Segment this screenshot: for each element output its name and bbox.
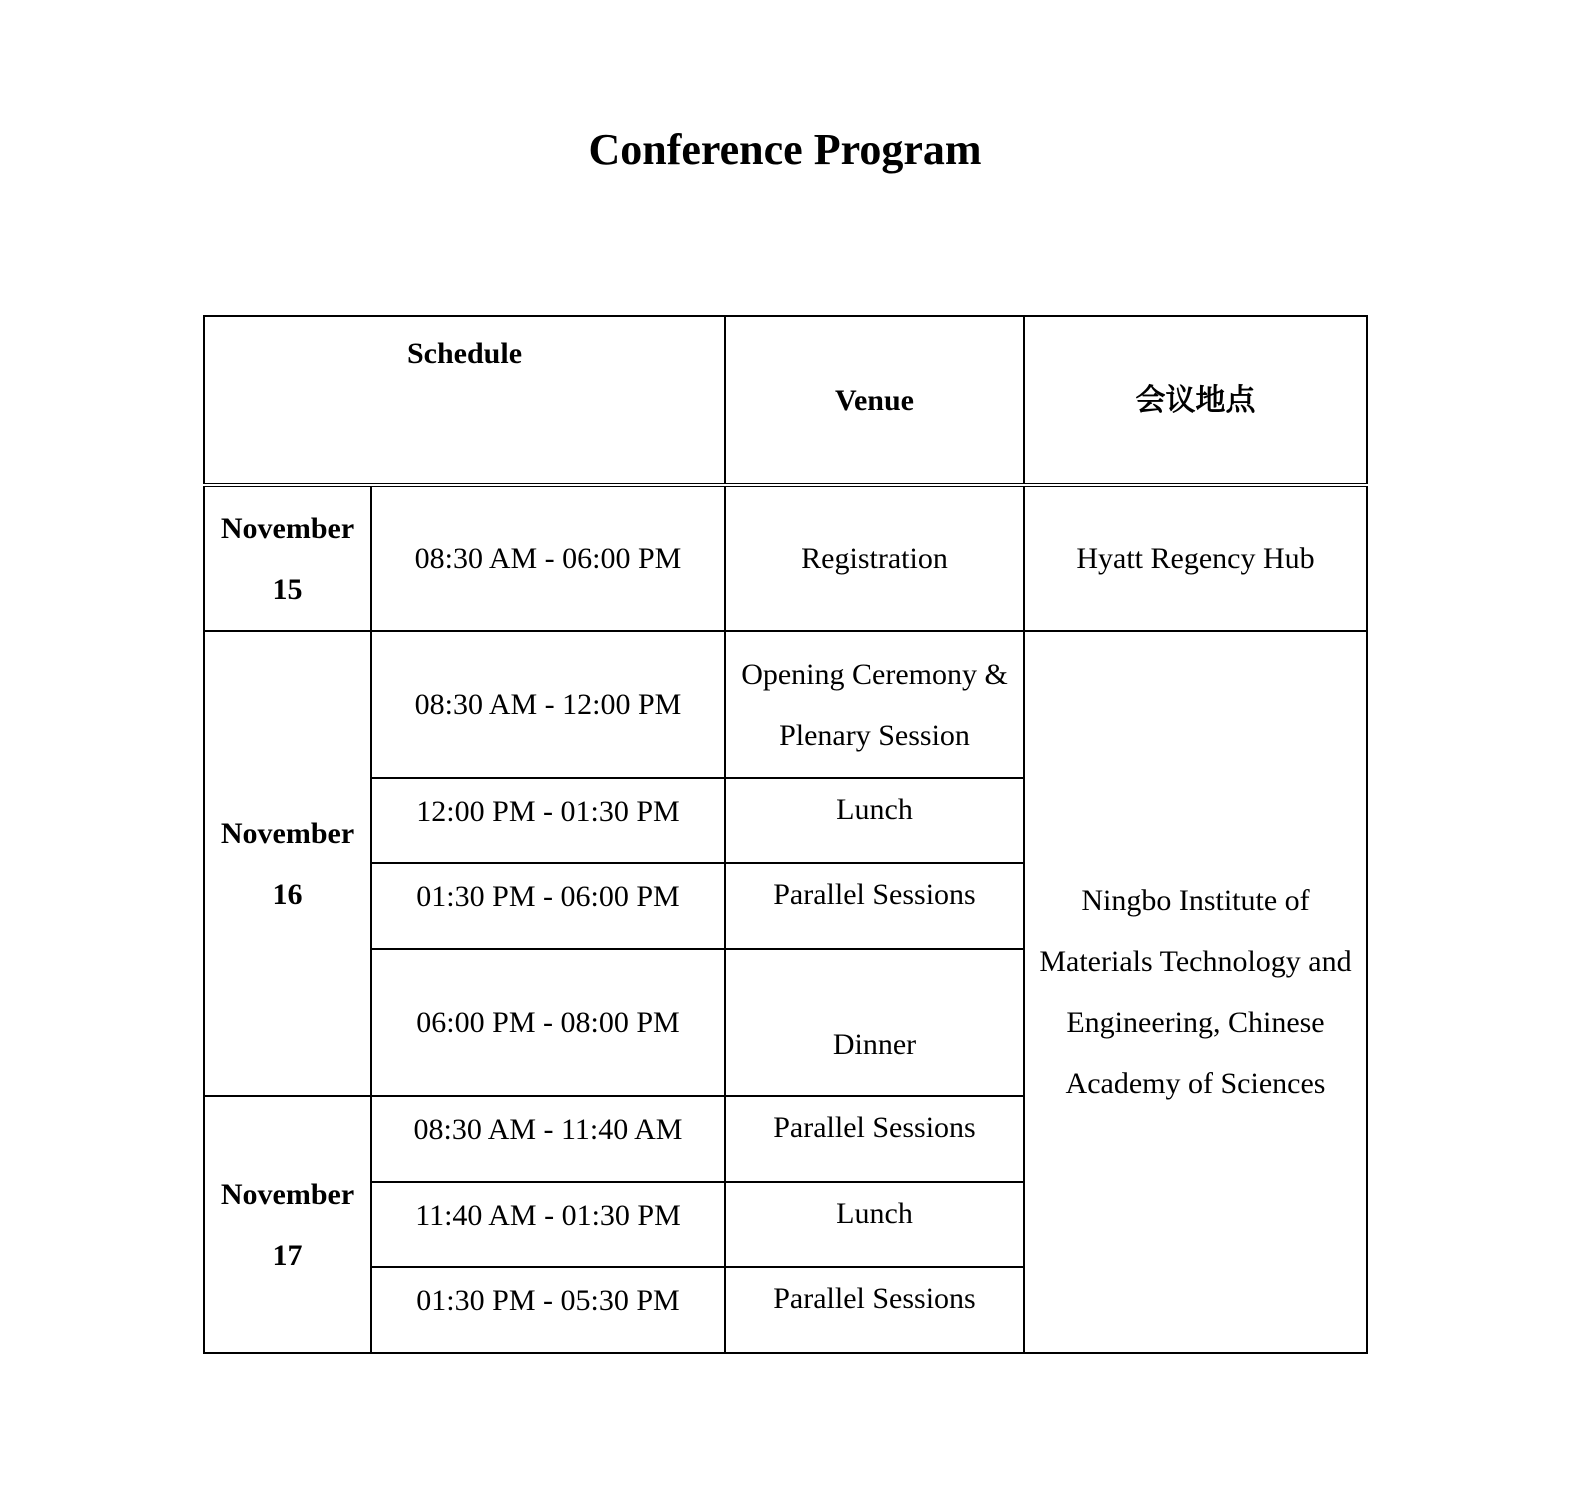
- table-row: [204, 485, 1367, 631]
- time-cell: 11:40 AM - 01:30 PM: [371, 1182, 725, 1267]
- location-header: 会议地点: [1024, 316, 1367, 485]
- date-day: 17: [272, 1238, 303, 1272]
- date-cell-nov-17: [204, 1096, 371, 1353]
- event-cell: Parallel Sessions: [725, 1096, 1024, 1182]
- event-cell: Registration: [725, 485, 1024, 631]
- conference-program-table: [203, 315, 1368, 1354]
- event-cell: Lunch: [725, 778, 1024, 863]
- venue-header: Venue: [725, 316, 1024, 485]
- date-cell-nov-16: [204, 631, 371, 1096]
- event-cell: [725, 631, 1024, 778]
- page-title: Conference Program: [588, 125, 982, 174]
- time-cell: 06:00 PM - 08:00 PM: [371, 949, 725, 1096]
- time-cell: 08:30 AM - 11:40 AM: [371, 1096, 725, 1182]
- table-row: [204, 631, 1367, 778]
- time-cell: 01:30 PM - 05:30 PM: [371, 1267, 725, 1353]
- event-line: Opening Ceremony &: [741, 657, 1008, 691]
- event-cell: Dinner: [725, 949, 1024, 1096]
- location-cell: Hyatt Regency Hub: [1024, 485, 1367, 631]
- time-cell: 12:00 PM - 01:30 PM: [371, 778, 725, 863]
- date-month: November: [220, 816, 355, 850]
- shared-location-cell: [1024, 631, 1367, 1353]
- event-cell: Lunch: [725, 1182, 1024, 1267]
- schedule-header: Schedule: [204, 316, 725, 485]
- table-header-row: [204, 316, 1367, 485]
- date-month: November: [220, 1177, 355, 1211]
- time-cell: 08:30 AM - 12:00 PM: [371, 631, 725, 778]
- event-line: Plenary Session: [779, 718, 970, 752]
- date-day: 16: [272, 877, 303, 911]
- date-cell-nov-15: [204, 485, 371, 631]
- event-cell: Parallel Sessions: [725, 1267, 1024, 1353]
- event-cell: Parallel Sessions: [725, 863, 1024, 949]
- location-line: Materials Technology and: [1039, 945, 1352, 978]
- location-line: Engineering, Chinese: [1066, 1006, 1325, 1039]
- date-month: November: [220, 511, 355, 545]
- location-line: Ningbo Institute of: [1081, 884, 1310, 917]
- location-line: Academy of Sciences: [1065, 1067, 1326, 1100]
- time-cell: 08:30 AM - 06:00 PM: [371, 485, 725, 631]
- time-cell: 01:30 PM - 06:00 PM: [371, 863, 725, 949]
- date-day: 15: [272, 572, 303, 606]
